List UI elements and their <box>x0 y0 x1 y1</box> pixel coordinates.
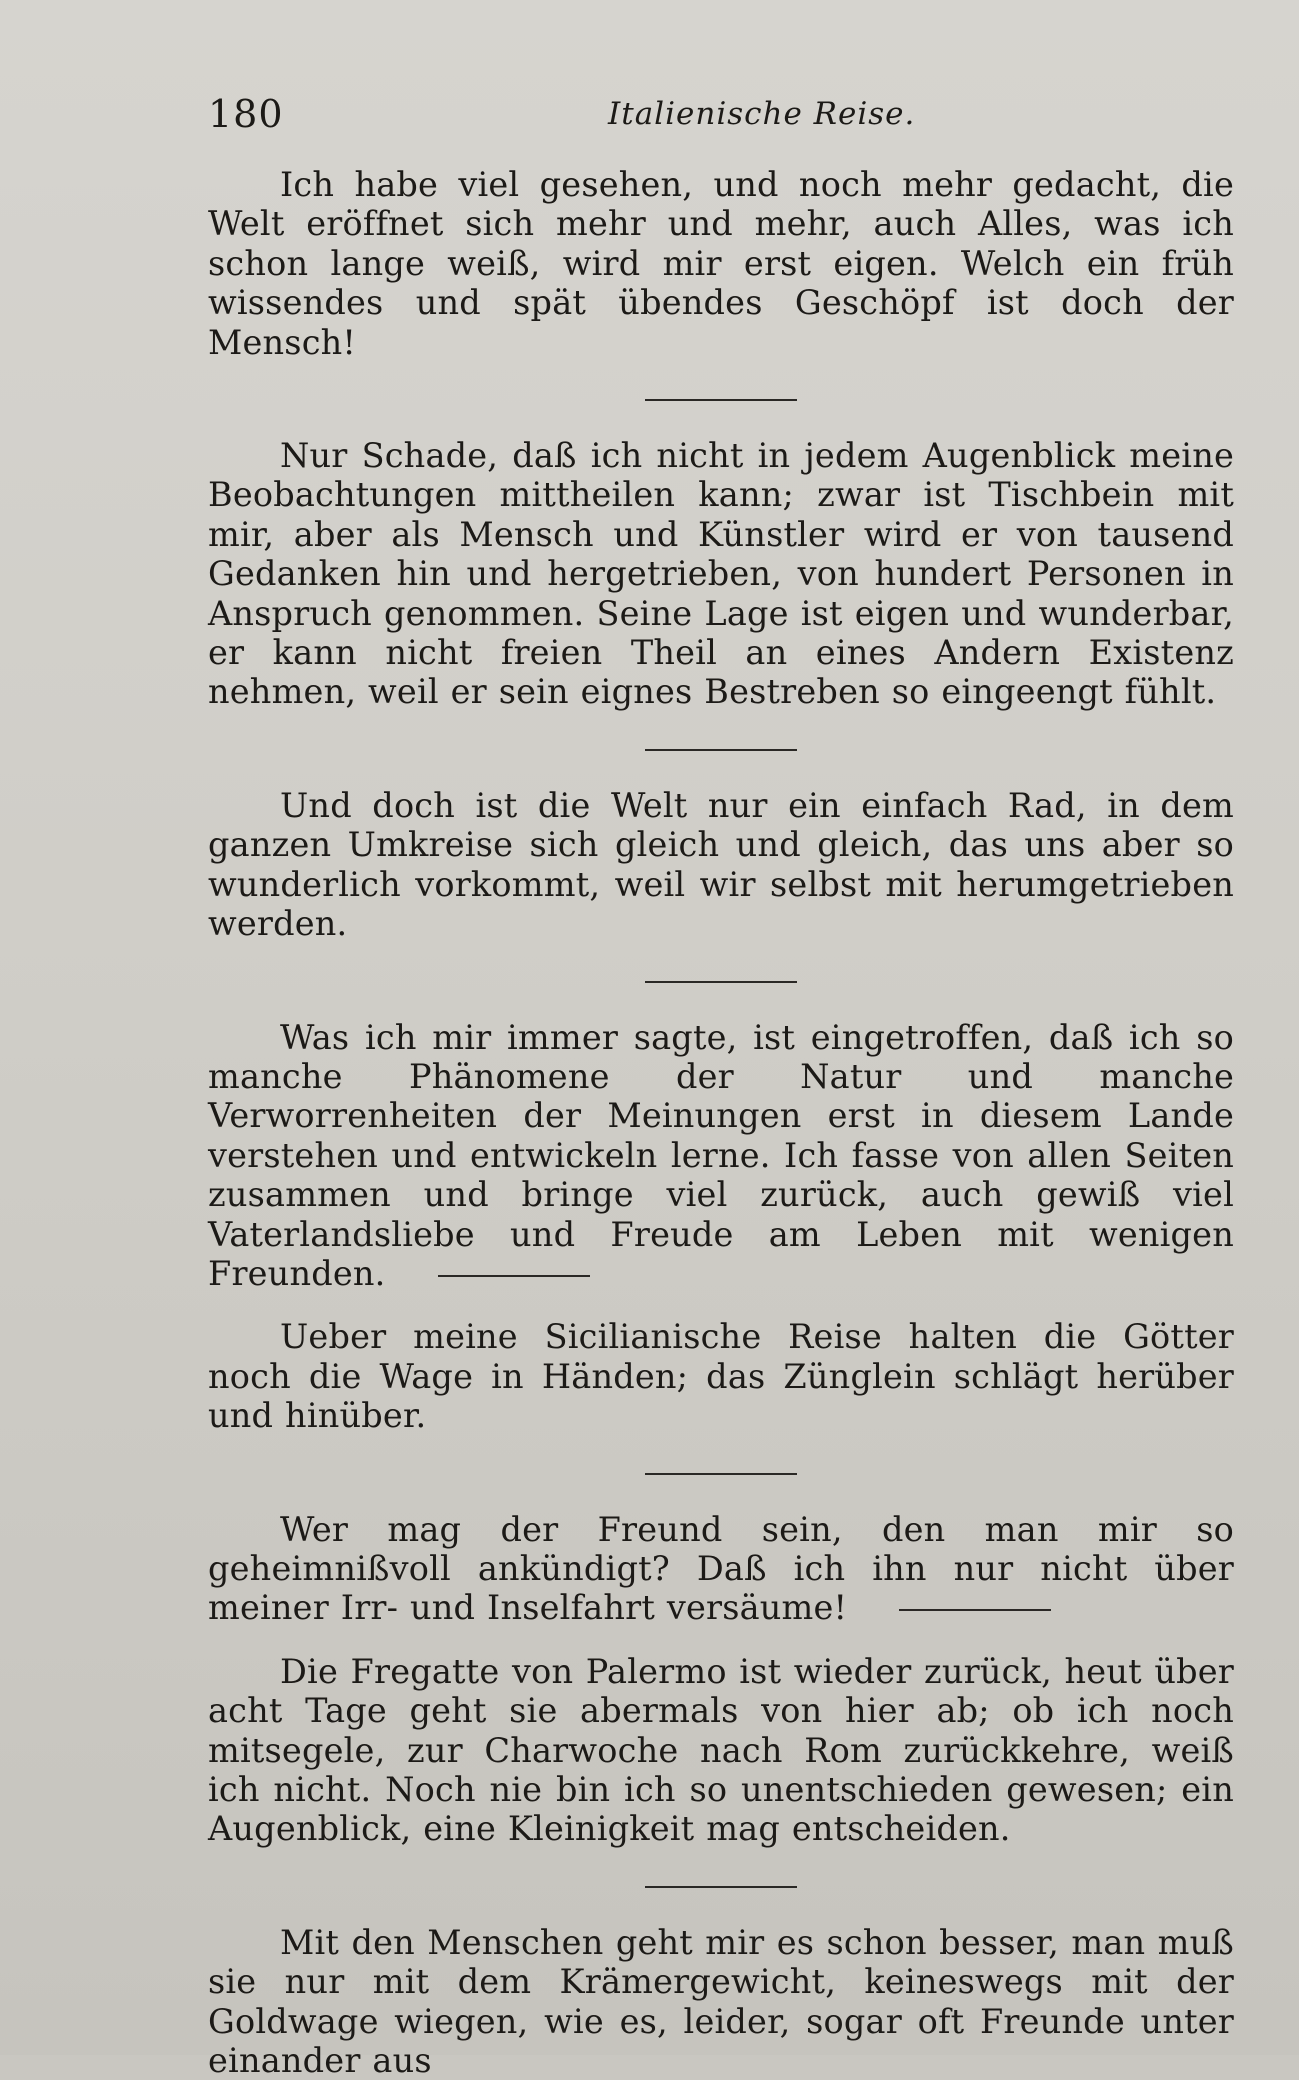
page-header <box>208 92 1238 142</box>
paragraph-2: Nur Schade, daß ich nicht in jedem Augenblick meine Beobachtungen mittheilen kann; zwar ist Tischbein mit mir, aber als Mensch und Künstler wird er von tausend Gedanken hin und hergetrieben, von hundert Personen in Anspruch genommen. Seine Lage ist eigen und wunderbar, er kann nicht freien Theil an eines Andern Existenz nehmen, weil er sein eignes Bestreben so eingeengt fühlt. <box>208 436 1234 712</box>
paragraph-6-text: Wer mag der Freund sein, den man mir so geheimnißvoll ankündigt? Daß ich ihn nur nicht über meiner Irr- und Inselfahrt versäume! <box>208 1509 1234 1628</box>
paragraph-1: Ich habe viel gesehen, und noch mehr gedacht, die Welt eröffnet sich mehr und mehr, auch Alles, was ich schon lange weiß, wird mir erst eigen. Welch ein früh wissendes und spät übendes Geschöpf ist doch der Mensch! <box>208 165 1234 362</box>
section-divider <box>899 1609 1051 1611</box>
paragraph-8: Mit den Menschen geht mir es schon besser, man muß sie nur mit dem Krämergewicht, keineswegs mit der Goldwage wiegen, wie es, leider, sogar oft Freunde unter einander aus <box>208 1922 1234 2080</box>
paragraph-5: Ueber meine Sicilianische Reise halten die Götter noch die Wage in Händen; das Zünglein schlägt herüber und hinüber. <box>208 1317 1234 1436</box>
running-head: Italienische Reise. <box>608 96 916 132</box>
paragraph-3: Und doch ist die Welt nur ein einfach Rad, in dem ganzen Umkreise sich gleich und gleich, das uns aber so wunderlich vorkommt, weil wir selbst mit herumgetrieben werden. <box>208 785 1234 944</box>
paragraph-4 <box>208 1018 1234 1294</box>
page-body <box>208 165 1234 2080</box>
paragraph-4-text: Was ich mir immer sagte, ist eingetroffen, daß ich so manche Phänomene der Natur und manche Verworrenheiten der Meinungen erst in diesem Lande verstehen und entwickeln lerne. Ich fasse von allen Seiten zusammen und bringe viel zurück, auch gewiß viel Vaterlandsliebe und Freude am Leben mit wenigen Freunden. <box>208 1017 1234 1293</box>
paragraph-7: Die Fregatte von Palermo ist wieder zurück, heut über acht Tage geht sie abermals von hier ab; ob ich noch mitsegele, zur Charwoche nach Rom zurückkehre, weiß ich nicht. Noch nie bin ich so unentschieden gewesen; ein Augenblick, eine Kleinigkeit mag entscheiden. <box>208 1651 1234 1849</box>
paragraph-6 <box>208 1510 1234 1628</box>
page-number: 180 <box>208 92 284 136</box>
section-divider <box>438 1275 590 1277</box>
